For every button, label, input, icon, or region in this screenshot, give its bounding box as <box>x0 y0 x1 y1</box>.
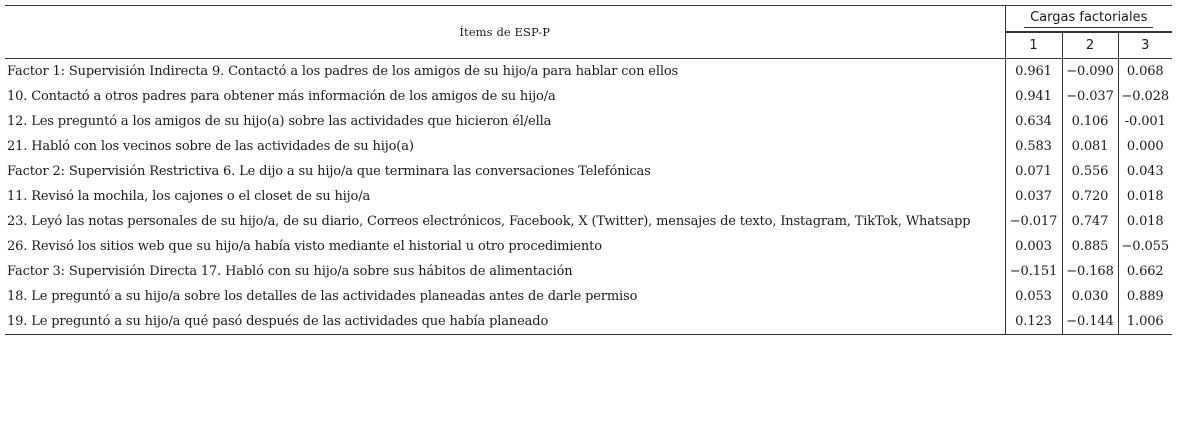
table-row <box>5 109 1172 134</box>
factor-2-loading-cell: −0.090 <box>1062 59 1118 85</box>
item-text-cell: 23. Leyó las notas personales de su hijo/a, de su diario, Correos electrónicos, Facebook, X (Twitter), mensajes de texto, Instagram, TikTok, Whatsapp <box>7 214 971 229</box>
factor-2-loading-cell: 0.556 <box>1062 159 1118 184</box>
item-text-cell: Factor 1: Supervisión Indirecta 9. Contactó a los padres de los amigos de su hijo/a para hablar con ellos <box>7 64 679 79</box>
item-text-cell: 18. Le preguntó a su hijo/a sobre los detalles de las actividades planeadas antes de darle permiso <box>7 289 638 304</box>
item-text-cell: 10. Contactó a otros padres para obtener más información de los amigos de su hijo/a <box>7 89 556 104</box>
factor-3-loading-cell: 0.018 <box>1118 209 1172 234</box>
item-text-cell: Factor 2: Supervisión Restrictiva 6. Le dijo a su hijo/a que terminara las conversaciones Telefónicas <box>7 164 651 179</box>
table-body <box>5 59 1172 335</box>
factor-2-loading-cell: −0.168 <box>1062 259 1118 284</box>
item-text-cell: 21. Habló con los vecinos sobre de las actividades de su hijo(a) <box>7 139 414 154</box>
factor-loadings-table-container <box>5 5 1172 335</box>
factor-loadings-group-label: Cargas factoriales <box>1024 10 1153 28</box>
factor-1-loading-cell: 0.037 <box>1005 184 1062 209</box>
factor-1-loading-cell: −0.151 <box>1005 259 1062 284</box>
factor-3-loading-cell: 0.000 <box>1118 134 1172 159</box>
table-row <box>5 284 1172 309</box>
factor-1-loading-cell: 0.071 <box>1005 159 1062 184</box>
table-row <box>5 309 1172 335</box>
factor-1-loading-cell: 0.634 <box>1005 109 1062 134</box>
item-text-cell: 19. Le preguntó a su hijo/a qué pasó después de las actividades que había planeado <box>5 309 1005 335</box>
table-row <box>5 184 1172 209</box>
factor-2-column-header: 2 <box>1062 32 1118 59</box>
item-text-cell: 26. Revisó los sitios web que su hijo/a había visto mediante el historial u otro procedimiento <box>7 239 602 254</box>
factor-2-loading-cell: 0.106 <box>1062 109 1118 134</box>
table-row <box>5 159 1172 184</box>
factor-1-loading-cell: 0.123 <box>1005 309 1062 335</box>
factor-3-loading-cell: 1.006 <box>1118 309 1172 335</box>
table-row <box>5 59 1172 85</box>
factor-3-loading-cell: -0.001 <box>1118 109 1172 134</box>
table-row <box>5 84 1172 109</box>
table-row <box>5 134 1172 159</box>
factor-3-loading-cell: 0.662 <box>1118 259 1172 284</box>
table-row <box>5 209 1172 234</box>
item-text-cell: 12. Les preguntó a los amigos de su hijo(a) sobre las actividades que hicieron él/ella <box>7 114 552 129</box>
factor-1-loading-cell: 0.053 <box>1005 284 1062 309</box>
factor-2-loading-cell: 0.885 <box>1062 234 1118 259</box>
factor-1-loading-cell: −0.017 <box>1005 209 1062 234</box>
factor-3-loading-cell: −0.028 <box>1118 84 1172 109</box>
factor-1-column-header: 1 <box>1005 32 1062 59</box>
factor-3-loading-cell: 0.018 <box>1118 184 1172 209</box>
item-text-cell: 11. Revisó la mochila, los cajones o el closet de su hijo/a <box>7 189 371 204</box>
factor-loadings-group-header <box>1005 6 1172 33</box>
factor-1-loading-cell: 0.941 <box>1005 84 1062 109</box>
table-row <box>5 234 1172 259</box>
factor-3-loading-cell: 0.043 <box>1118 159 1172 184</box>
factor-2-loading-cell: 0.747 <box>1062 209 1118 234</box>
factor-3-loading-cell: −0.055 <box>1118 234 1172 259</box>
factor-1-loading-cell: 0.961 <box>1005 59 1062 85</box>
factor-2-loading-cell: 0.720 <box>1062 184 1118 209</box>
item-text-cell: Factor 3: Supervisión Directa 17. Habló con su hijo/a sobre sus hábitos de alimentación <box>7 264 573 279</box>
factor-2-loading-cell: 0.030 <box>1062 284 1118 309</box>
factor-2-loading-cell: −0.144 <box>1062 309 1118 335</box>
factor-3-loading-cell: 0.889 <box>1118 284 1172 309</box>
factor-loadings-table <box>5 5 1172 335</box>
table-header <box>5 6 1172 59</box>
factor-1-loading-cell: 0.003 <box>1005 234 1062 259</box>
factor-3-loading-cell: 0.068 <box>1118 59 1172 85</box>
items-column-header: Ítems de ESP-P <box>5 6 1005 59</box>
factor-2-loading-cell: 0.081 <box>1062 134 1118 159</box>
factor-3-column-header: 3 <box>1118 32 1172 59</box>
factor-1-loading-cell: 0.583 <box>1005 134 1062 159</box>
table-row <box>5 259 1172 284</box>
factor-2-loading-cell: −0.037 <box>1062 84 1118 109</box>
